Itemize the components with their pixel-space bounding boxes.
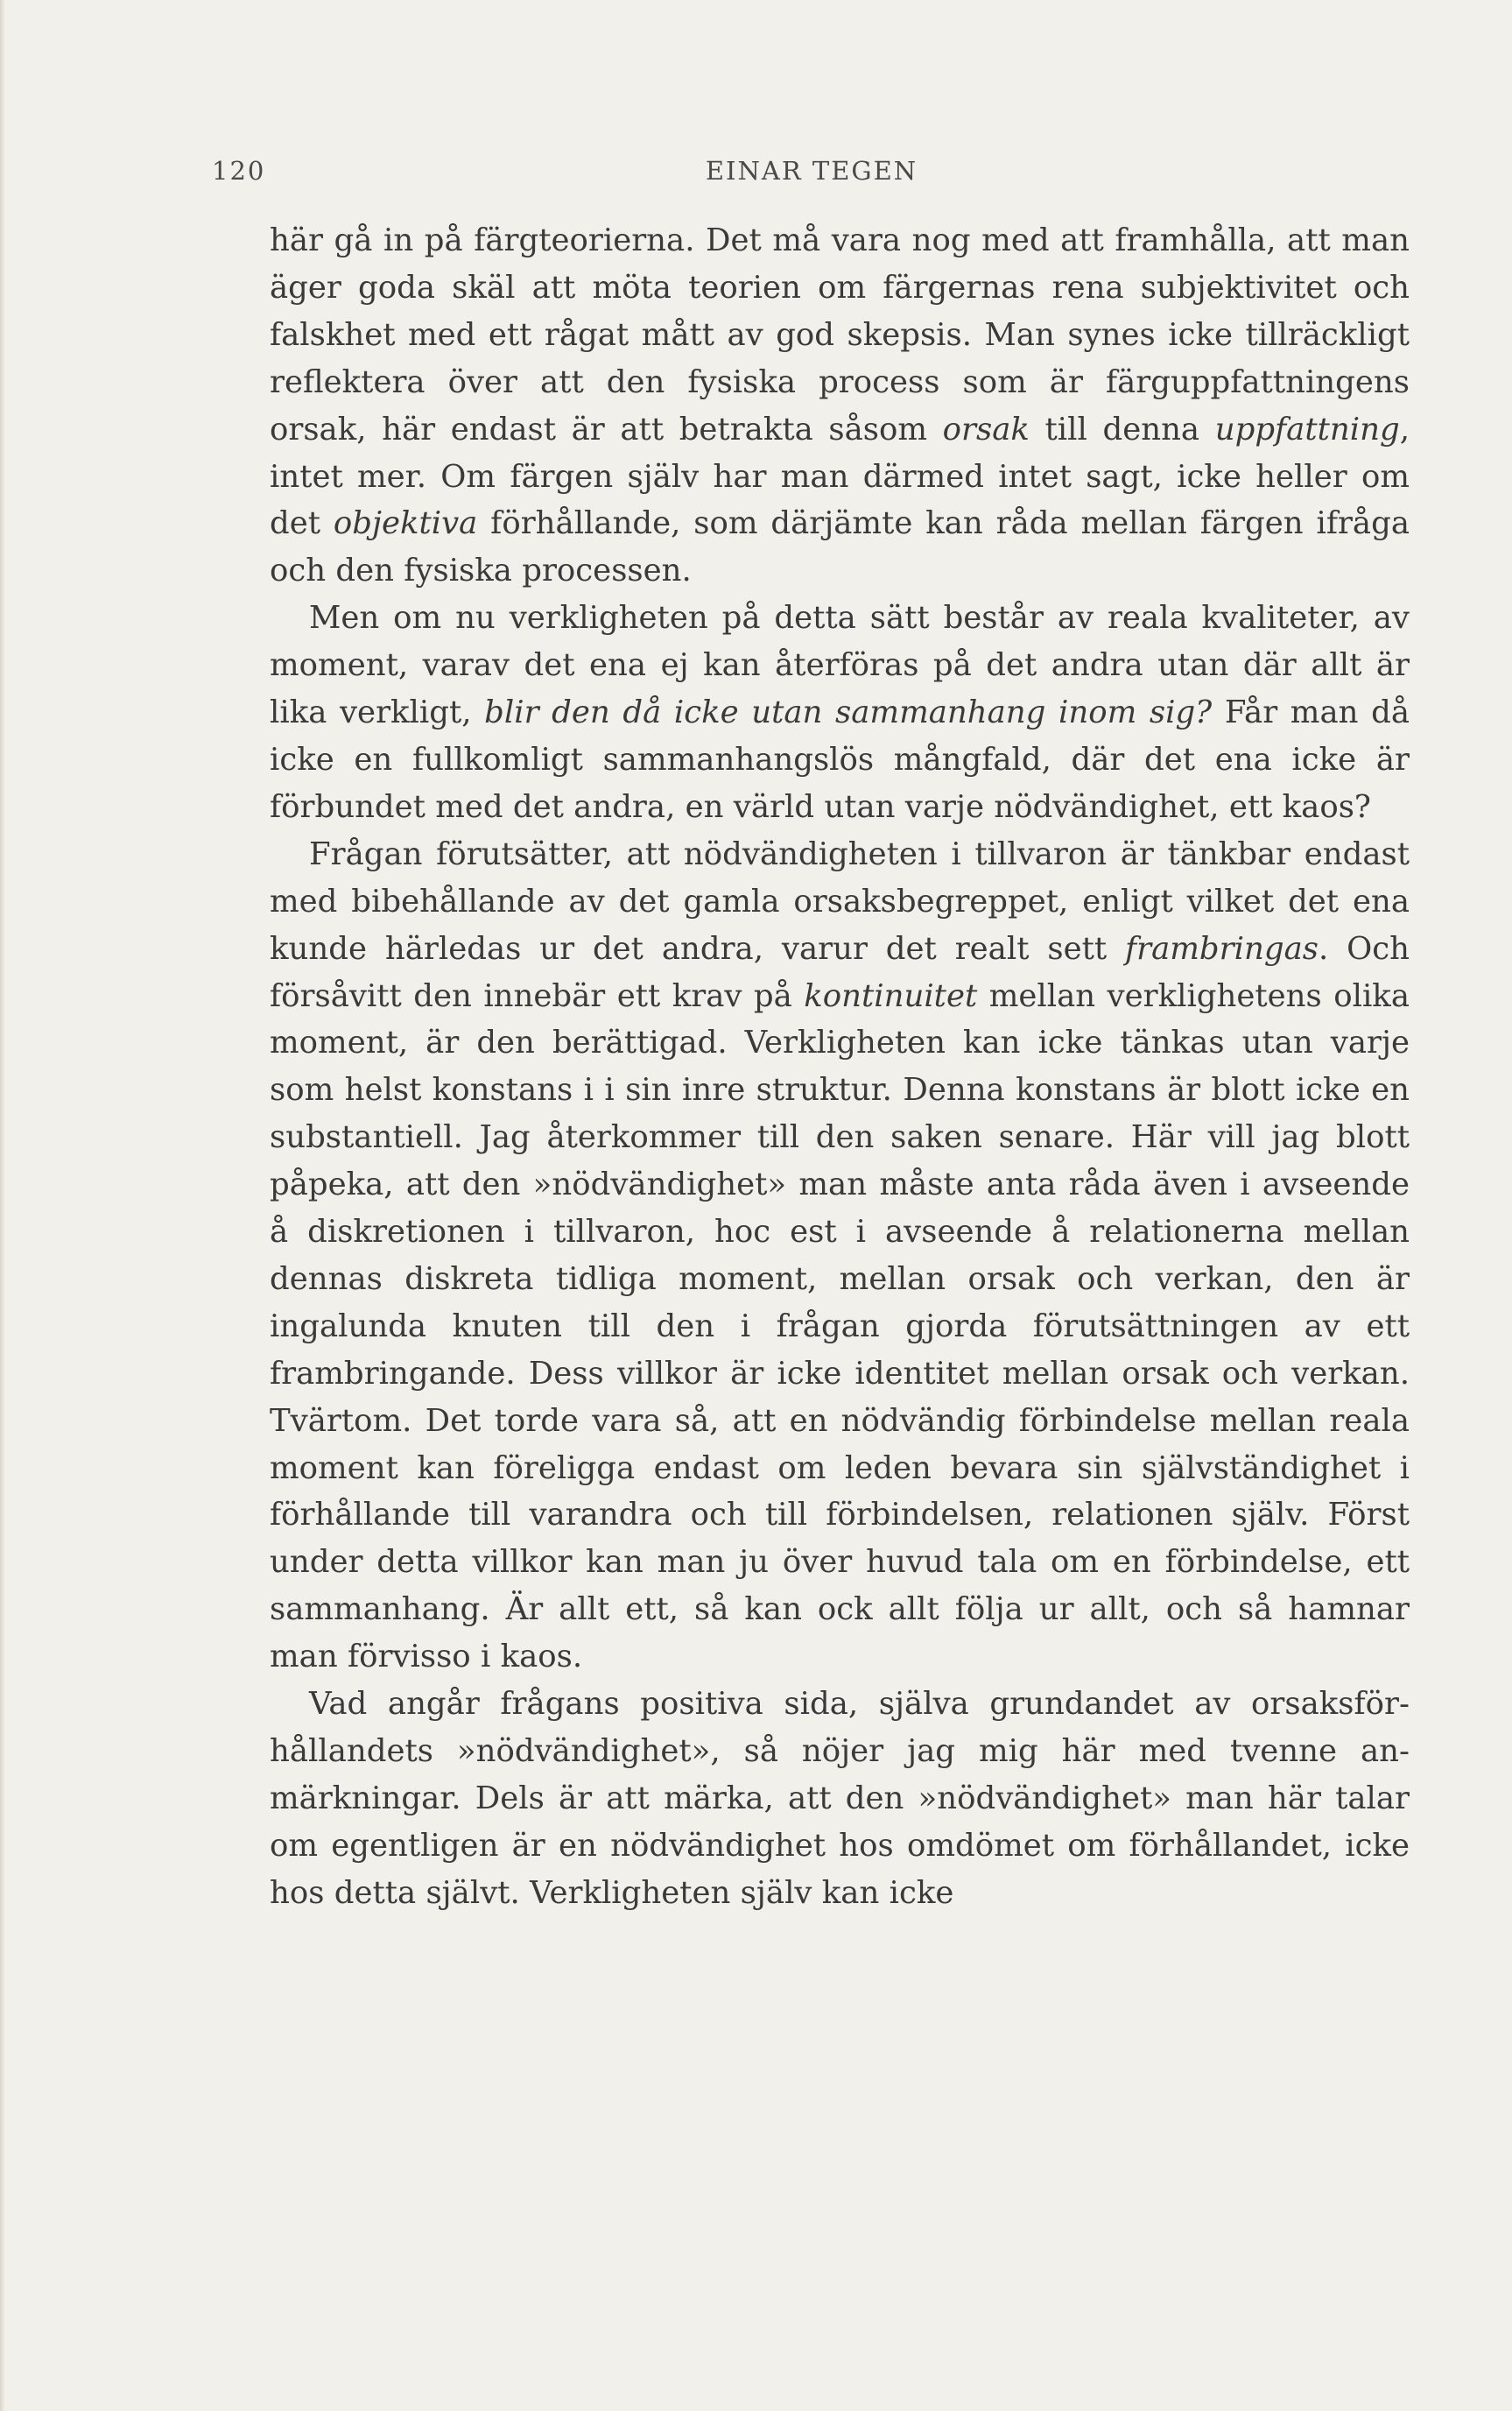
- italic-run: kontinuitet: [804, 977, 978, 1014]
- paragraph-4: [270, 1681, 1410, 1917]
- text-run: till denna: [1029, 411, 1215, 448]
- page-edge: [0, 0, 5, 2411]
- text-run: , intet mer. Om färgen själv har man därmed intet sagt, icke heller om det: [270, 411, 1410, 542]
- body-text: [270, 217, 1410, 1917]
- italic-run: frambringas: [1125, 930, 1319, 967]
- italic-run: blir den då icke utan sammanhang inom sig?: [484, 694, 1213, 731]
- italic-run: objektiva: [333, 505, 478, 542]
- running-head: EINAR TEGEN: [705, 156, 918, 186]
- text-run: . Och försåvitt den innebär ett krav på: [270, 930, 1410, 1014]
- page-number: 120: [212, 156, 266, 186]
- text-run: Vad angår frågans positiva sida, själva grundandet av orsaksförhållandets »nödvändighet», så nöjer jag mig här med tvenne anmärkningar. Dels är att märka, att den »nödvändighet» man här talar om egentligen är en nödvändighet hos omdömet om förhållandet, icke hos detta självt. Verkligheten själv kan icke: [270, 1686, 1410, 1911]
- italic-run: orsak: [942, 411, 1030, 448]
- text-run: mellan verklighetens olika moment, är den berättigad. Verkligheten kan icke tänkas utan varje som helst konstans i i sin inre struktur. Denna konstans är blott icke en substantiell. Jag återkommer till den saken senare. Här vill jag blott påpeka, att den »nödvändighet» man måste anta råda även i avseende å diskretionen i tillvaron, hoc est i avseende å relationerna mellan dennas diskreta tidliga moment, mellan orsak och verkan, den är ingalunda knuten till den i frågan gjorda förutsättningen av ett frambringande. Dess villkor är icke identitet mellan orsak och verkan. Tvärtom. Det torde vara så, att en nödvändig förbindelse mellan reala moment kan föreligga endast om leden bevara sin självständighet i förhållande till varandra och till förbindelsen, relationen själv. Först under detta villkor kan man ju över huvud tala om en förbindelse, ett sammanhang. Är allt ett, så kan ock allt följa ur allt, och så hamnar man förvisso i kaos.: [270, 977, 1410, 1675]
- paragraph-2: [270, 595, 1410, 831]
- paragraph-1: [270, 217, 1410, 595]
- italic-run: uppfattning: [1214, 411, 1400, 448]
- text-run: Men om nu verkligheten på detta sätt består av reala kvaliteter, av moment, varav det ena ej kan återföras på det andra utan där allt är lika verkligt,: [270, 600, 1410, 731]
- text-run: förhållande, som därjämte kan råda mellan färgen ifråga och den fysiska processen.: [270, 505, 1410, 589]
- text-run: Får man då icke en fullkomligt sammanhangslös mångfald, där det ena icke är förbundet med det andra, en värld utan varje nödvändighet, ett kaos?: [270, 694, 1410, 825]
- paragraph-3: [270, 831, 1410, 1681]
- text-run: Frågan förutsätter, att nödvändigheten i tillvaron är tänkbar endast med bibehållande av det gamla orsaksbegreppet, enligt vilket det ena kunde härledas ur det andra, varur det realt sett: [270, 835, 1410, 967]
- page-header: [212, 156, 1411, 200]
- text-run: här gå in på färgteorierna. Det må vara nog med att framhålla, att man äger goda skäl att möta teorien om färgernas rena subjektivitet och falskhet med ett rågat mått av god skepsis. Man synes icke tillräckligt reflektera över att den fysiska process som är färguppfattningens orsak, här endast är att betrakta såsom: [270, 222, 1410, 448]
